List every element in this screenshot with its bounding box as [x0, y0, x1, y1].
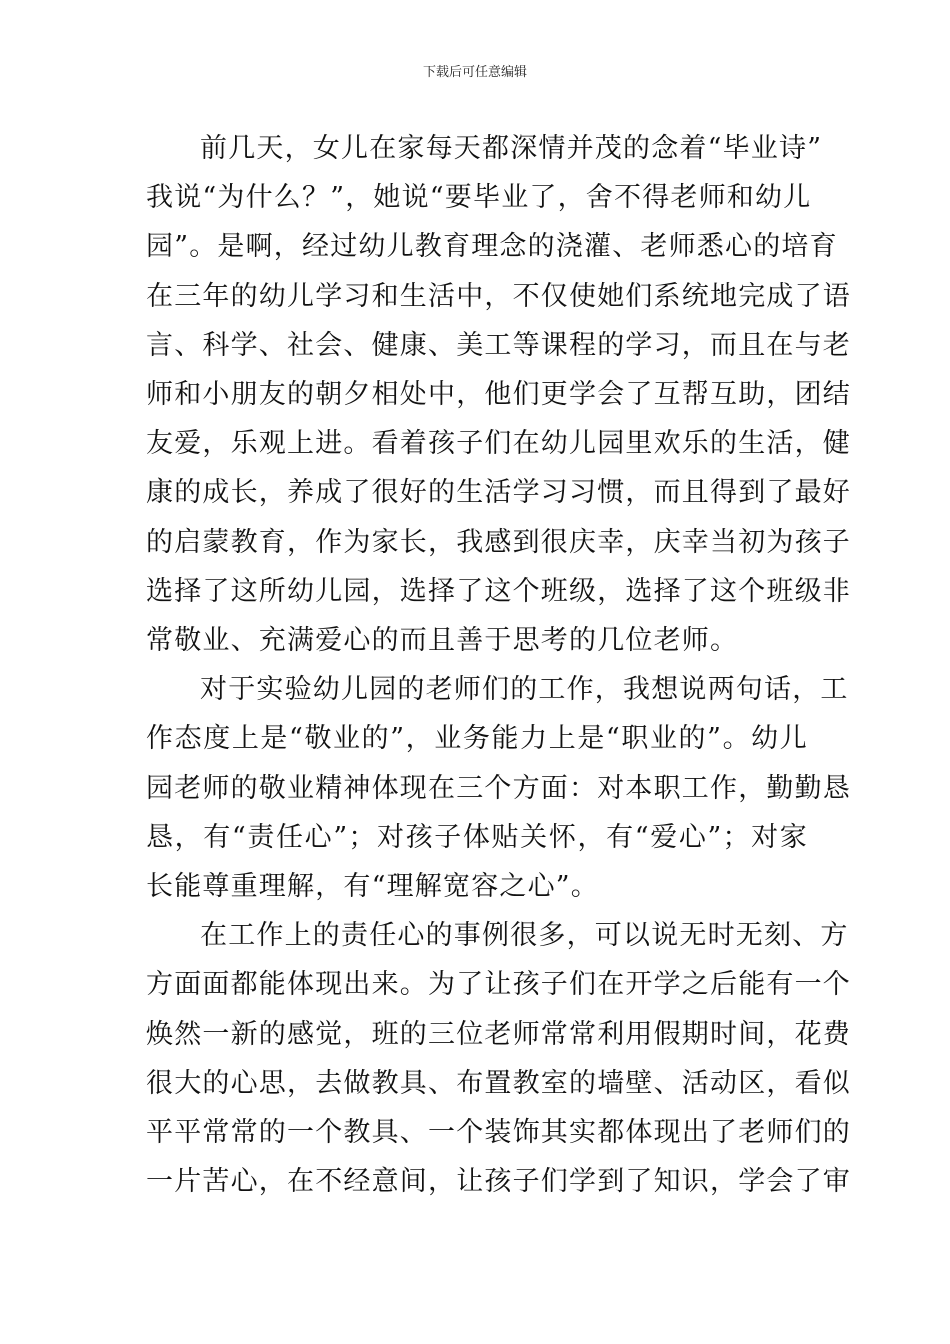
text-line: 很大的心思，去做教具、布置教室的墙壁、活动区，看似 — [146, 1067, 851, 1099]
text-line: 作态度上是“敬业的”，业务能力上是“职业的”。幼儿 — [146, 723, 808, 755]
text-line: 园老师的敬业精神体现在三个方面：对本职工作，勤勤恳 — [146, 772, 851, 804]
text-line: 平平常常的一个教具、一个装饰其实都体现出了老师们的 — [146, 1117, 851, 1149]
text-line: 常敬业、充满爱心的而且善于思考的几位老师。 — [146, 625, 739, 657]
text-line: 的启蒙教育，作为家长，我感到很庆幸，庆幸当初为孩子 — [146, 526, 851, 558]
paragraph-1 — [146, 124, 851, 665]
text-line: 康的成长，养成了很好的生活学习习惯，而且得到了最好 — [146, 477, 851, 509]
page-header: 下载后可任意编辑 — [422, 65, 527, 80]
text-line: 在工作上的责任心的事例很多，可以说无时无刻、方 — [200, 920, 849, 952]
text-line: 方面面都能体现出来。为了让孩子们在开学之后能有一个 — [146, 969, 851, 1001]
paragraph-2 — [146, 665, 851, 911]
text-line: 一片苦心，在不经意间，让孩子们学到了知识，学会了审 — [146, 1166, 851, 1198]
text-line: 长能尊重理解，有“理解宽容之心”。 — [146, 871, 600, 903]
text-line: 在三年的幼儿学习和生活中，不仅使她们系统地完成了语 — [146, 280, 851, 312]
text-line: 选择了这所幼儿园，选择了这个班级，选择了这个班级非 — [146, 575, 851, 607]
paragraph-3 — [146, 911, 851, 1206]
text-line: 恳，有“责任心”；对孩子体贴关怀，有“爱心”；对家 — [146, 821, 808, 853]
text-line: 对于实验幼儿园的老师们的工作，我想说两句话，工 — [200, 674, 849, 706]
document-body — [146, 124, 851, 1206]
text-line: 园”。是啊，经过幼儿教育理念的浇灌、老师悉心的培育 — [146, 231, 838, 263]
text-line: 我说“为什么？”，她说“要毕业了，舍不得老师和幼儿 — [146, 182, 812, 214]
text-line: 前几天，女儿在家每天都深情并茂的念着“毕业诗” — [200, 133, 823, 164]
text-line: 友爱，乐观上进。看着孩子们在幼儿园里欢乐的生活，健 — [146, 428, 851, 460]
text-line: 师和小朋友的朝夕相处中，他们更学会了互帮互助，团结 — [146, 379, 851, 411]
text-line: 言、科学、社会、健康、美工等课程的学习，而且在与老 — [146, 329, 851, 361]
text-line: 焕然一新的感觉，班的三位老师常常利用假期时间，花费 — [146, 1018, 851, 1050]
